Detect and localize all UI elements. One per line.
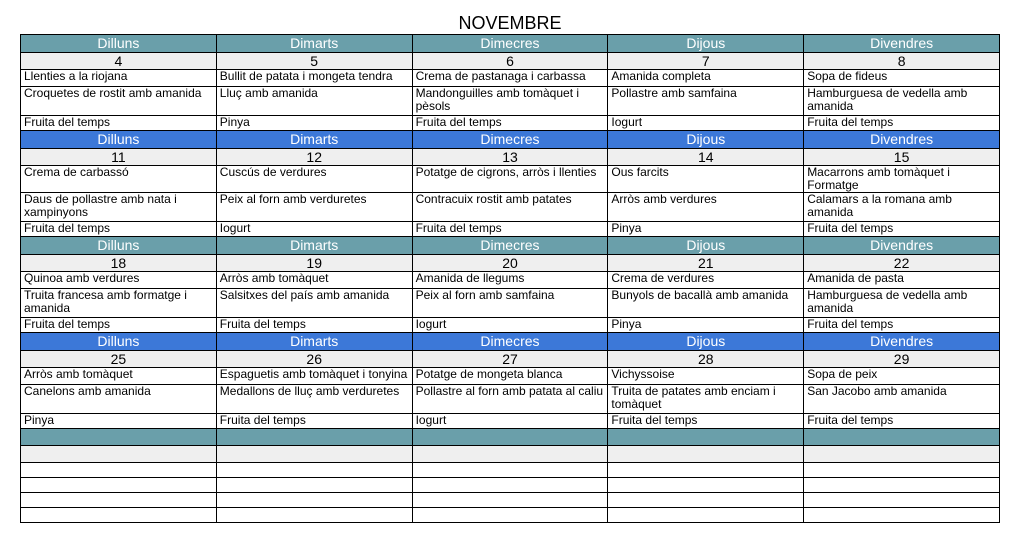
week-4-dessert-row: [21, 414, 1000, 429]
first-course-cell[interactable]: Espaguetis amb tomàquet i tonyina: [216, 368, 412, 385]
day-number-cell[interactable]: 19: [216, 255, 412, 272]
first-course-cell[interactable]: Ous farcits: [608, 166, 804, 193]
day-name-header-cell[interactable]: Dijous: [608, 35, 804, 53]
day-number-cell[interactable]: 4: [21, 53, 217, 70]
day-name-header-cell[interactable]: Divendres: [804, 131, 1000, 149]
first-course-cell[interactable]: Llenties a la riojana: [21, 70, 217, 87]
second-course-cell[interactable]: Calamars a la romana amb amanida: [804, 193, 1000, 222]
day-name-header-cell[interactable]: Dijous: [608, 237, 804, 255]
dessert-cell[interactable]: Fruita del temps: [412, 222, 608, 237]
empty-cell[interactable]: [608, 463, 804, 478]
day-number-cell[interactable]: 15: [804, 149, 1000, 166]
second-course-cell[interactable]: Mandonguilles amb tomàquet i pèsols: [412, 87, 608, 116]
dessert-cell[interactable]: Iogurt: [412, 414, 608, 429]
dessert-cell[interactable]: Fruita del temps: [21, 318, 217, 333]
first-course-cell[interactable]: Potatge de cigrons, arròs i llenties: [412, 166, 608, 193]
first-course-cell[interactable]: Cuscús de verdures: [216, 166, 412, 193]
day-name-header-cell[interactable]: Dimecres: [412, 35, 608, 53]
second-course-cell[interactable]: San Jacobo amb amanida: [804, 385, 1000, 414]
empty-cell[interactable]: [608, 508, 804, 523]
empty-cell[interactable]: [21, 508, 217, 523]
first-course-cell[interactable]: Crema de carbassó: [21, 166, 217, 193]
empty-cell[interactable]: [608, 446, 804, 463]
page-title: NOVEMBRE: [458, 13, 562, 33]
dessert-cell[interactable]: Iogurt: [412, 318, 608, 333]
dessert-cell[interactable]: Fruita del temps: [21, 222, 217, 237]
day-number-cell[interactable]: 7: [608, 53, 804, 70]
dessert-cell[interactable]: Fruita del temps: [804, 318, 1000, 333]
second-course-cell[interactable]: Contracuix rostit amb patates: [412, 193, 608, 222]
week-4-day-name-header-row: [21, 333, 1000, 351]
empty-cell[interactable]: [21, 429, 217, 446]
first-course-cell[interactable]: Quinoa amb verdures: [21, 272, 217, 289]
first-course-cell[interactable]: Arròs amb tomàquet: [216, 272, 412, 289]
first-course-cell[interactable]: Amanida de llegums: [412, 272, 608, 289]
first-course-cell[interactable]: Sopa de fideus: [804, 70, 1000, 87]
empty-row: [21, 493, 1000, 508]
day-name-header-cell[interactable]: Dijous: [608, 131, 804, 149]
week-3-day-name-header-row: [21, 237, 1000, 255]
second-course-cell[interactable]: Truita de patates amb enciam i tomàquet: [608, 385, 804, 414]
empty-row: [21, 463, 1000, 478]
week-1-first-course-row: [21, 70, 1000, 87]
empty-cell[interactable]: [804, 508, 1000, 523]
first-course-cell[interactable]: Amanida completa: [608, 70, 804, 87]
empty-cell[interactable]: [412, 429, 608, 446]
week-1-day-number-row: [21, 53, 1000, 70]
week-1-second-course-row: [21, 87, 1000, 116]
first-course-cell[interactable]: Potatge de mongeta blanca: [412, 368, 608, 385]
second-course-cell[interactable]: Daus de pollastre amb nata i xampinyons: [21, 193, 217, 222]
menu-calendar-table: [20, 34, 1000, 523]
empty-cell[interactable]: [412, 508, 608, 523]
week-3-day-number-row: [21, 255, 1000, 272]
dessert-cell[interactable]: Iogurt: [608, 116, 804, 131]
second-course-cell[interactable]: Truita francesa amb formatge i amanida: [21, 289, 217, 318]
week-2-day-number-row: [21, 149, 1000, 166]
empty-cell[interactable]: [412, 478, 608, 493]
second-course-cell[interactable]: Canelons amb amanida: [21, 385, 217, 414]
dessert-cell[interactable]: Fruita del temps: [608, 414, 804, 429]
day-name-header-cell[interactable]: Dimarts: [216, 333, 412, 351]
week-2-first-course-row: [21, 166, 1000, 193]
dessert-cell[interactable]: Fruita del temps: [804, 116, 1000, 131]
day-name-header-cell[interactable]: Dilluns: [21, 237, 217, 255]
day-number-cell[interactable]: 18: [21, 255, 217, 272]
second-course-cell[interactable]: Hamburguesa de vedella amb amanida: [804, 87, 1000, 116]
empty-cell[interactable]: [216, 493, 412, 508]
day-number-cell[interactable]: 14: [608, 149, 804, 166]
empty-cell[interactable]: [804, 493, 1000, 508]
week-3-first-course-row: [21, 272, 1000, 289]
first-course-cell[interactable]: Amanida de pasta: [804, 272, 1000, 289]
first-course-cell[interactable]: Macarrons amb tomàquet i Formatge: [804, 166, 1000, 193]
empty-cell[interactable]: [21, 463, 217, 478]
empty-row: [21, 446, 1000, 463]
dessert-cell[interactable]: Fruita del temps: [412, 116, 608, 131]
dessert-cell[interactable]: Fruita del temps: [804, 414, 1000, 429]
dessert-cell[interactable]: Fruita del temps: [216, 318, 412, 333]
second-course-cell[interactable]: Pollastre al forn amb patata al caliu: [412, 385, 608, 414]
second-course-cell[interactable]: Bunyols de bacallà amb amanida: [608, 289, 804, 318]
empty-cell[interactable]: [216, 429, 412, 446]
day-name-header-cell[interactable]: Dimarts: [216, 131, 412, 149]
empty-cell[interactable]: [21, 446, 217, 463]
day-name-header-cell[interactable]: Dilluns: [21, 333, 217, 351]
day-number-cell[interactable]: 26: [216, 351, 412, 368]
day-number-cell[interactable]: 25: [21, 351, 217, 368]
second-course-cell[interactable]: Arròs amb verdures: [608, 193, 804, 222]
empty-cell[interactable]: [216, 446, 412, 463]
empty-row: [21, 478, 1000, 493]
first-course-cell[interactable]: Arròs amb tomàquet: [21, 368, 217, 385]
week-2-dessert-row: [21, 222, 1000, 237]
empty-cell[interactable]: [608, 478, 804, 493]
day-name-header-cell[interactable]: Divendres: [804, 237, 1000, 255]
second-course-cell[interactable]: Medallons de lluç amb verduretes: [216, 385, 412, 414]
first-course-cell[interactable]: Bullit de patata i mongeta tendra: [216, 70, 412, 87]
day-name-header-cell[interactable]: Dimecres: [412, 333, 608, 351]
day-name-header-cell[interactable]: Divendres: [804, 35, 1000, 53]
first-course-cell[interactable]: Crema de pastanaga i carbassa: [412, 70, 608, 87]
empty-cell[interactable]: [804, 478, 1000, 493]
day-name-header-cell[interactable]: Dimarts: [216, 35, 412, 53]
dessert-cell[interactable]: Fruita del temps: [216, 414, 412, 429]
week-4-second-course-row: [21, 385, 1000, 414]
empty-cell[interactable]: [412, 493, 608, 508]
second-course-cell[interactable]: Peix al forn amb samfaina: [412, 289, 608, 318]
day-number-cell[interactable]: 12: [216, 149, 412, 166]
day-number-cell[interactable]: 27: [412, 351, 608, 368]
second-course-cell[interactable]: Hamburguesa de vedella amb amanida: [804, 289, 1000, 318]
day-number-cell[interactable]: 22: [804, 255, 1000, 272]
first-course-cell[interactable]: Crema de verdures: [608, 272, 804, 289]
day-name-header-cell[interactable]: Dimecres: [412, 131, 608, 149]
day-name-header-cell[interactable]: Dijous: [608, 333, 804, 351]
day-name-header-cell[interactable]: Dimarts: [216, 237, 412, 255]
empty-cell[interactable]: [804, 446, 1000, 463]
empty-cell[interactable]: [21, 478, 217, 493]
day-number-cell[interactable]: 5: [216, 53, 412, 70]
empty-row: [21, 429, 1000, 446]
dessert-cell[interactable]: Pinya: [608, 318, 804, 333]
second-course-cell[interactable]: Peix al forn amb verduretes: [216, 193, 412, 222]
dessert-cell[interactable]: Pinya: [216, 116, 412, 131]
first-course-cell[interactable]: Sopa de peix: [804, 368, 1000, 385]
week-2-day-name-header-row: [21, 131, 1000, 149]
dessert-cell[interactable]: Pinya: [608, 222, 804, 237]
empty-row: [21, 508, 1000, 523]
day-number-cell[interactable]: 6: [412, 53, 608, 70]
week-2-second-course-row: [21, 193, 1000, 222]
week-3-dessert-row: [21, 318, 1000, 333]
week-1-dessert-row: [21, 116, 1000, 131]
day-name-header-cell[interactable]: Dilluns: [21, 35, 217, 53]
day-number-cell[interactable]: 8: [804, 53, 1000, 70]
empty-cell[interactable]: [412, 463, 608, 478]
dessert-cell[interactable]: Fruita del temps: [804, 222, 1000, 237]
day-number-cell[interactable]: 28: [608, 351, 804, 368]
first-course-cell[interactable]: Vichyssoise: [608, 368, 804, 385]
second-course-cell[interactable]: Croquetes de rostit amb amanida: [21, 87, 217, 116]
empty-cell[interactable]: [216, 478, 412, 493]
day-name-header-cell[interactable]: Dilluns: [21, 131, 217, 149]
day-number-cell[interactable]: 21: [608, 255, 804, 272]
day-number-cell[interactable]: 29: [804, 351, 1000, 368]
empty-cell[interactable]: [804, 429, 1000, 446]
second-course-cell[interactable]: Pollastre amb samfaina: [608, 87, 804, 116]
week-4-day-number-row: [21, 351, 1000, 368]
second-course-cell[interactable]: Salsitxes del país amb amanida: [216, 289, 412, 318]
second-course-cell[interactable]: Lluç amb amanida: [216, 87, 412, 116]
day-name-header-cell[interactable]: Divendres: [804, 333, 1000, 351]
day-number-cell[interactable]: 11: [21, 149, 217, 166]
day-number-cell[interactable]: 20: [412, 255, 608, 272]
day-number-cell[interactable]: 13: [412, 149, 608, 166]
dessert-cell[interactable]: Iogurt: [216, 222, 412, 237]
day-name-header-cell[interactable]: Dimecres: [412, 237, 608, 255]
empty-cell[interactable]: [608, 493, 804, 508]
dessert-cell[interactable]: Pinya: [21, 414, 217, 429]
empty-cell[interactable]: [804, 463, 1000, 478]
week-3-second-course-row: [21, 289, 1000, 318]
empty-cell[interactable]: [412, 446, 608, 463]
empty-cell[interactable]: [216, 463, 412, 478]
empty-cell[interactable]: [21, 493, 217, 508]
dessert-cell[interactable]: Fruita del temps: [21, 116, 217, 131]
empty-cell[interactable]: [608, 429, 804, 446]
week-1-day-name-header-row: [21, 35, 1000, 53]
empty-cell[interactable]: [216, 508, 412, 523]
week-4-first-course-row: [21, 368, 1000, 385]
